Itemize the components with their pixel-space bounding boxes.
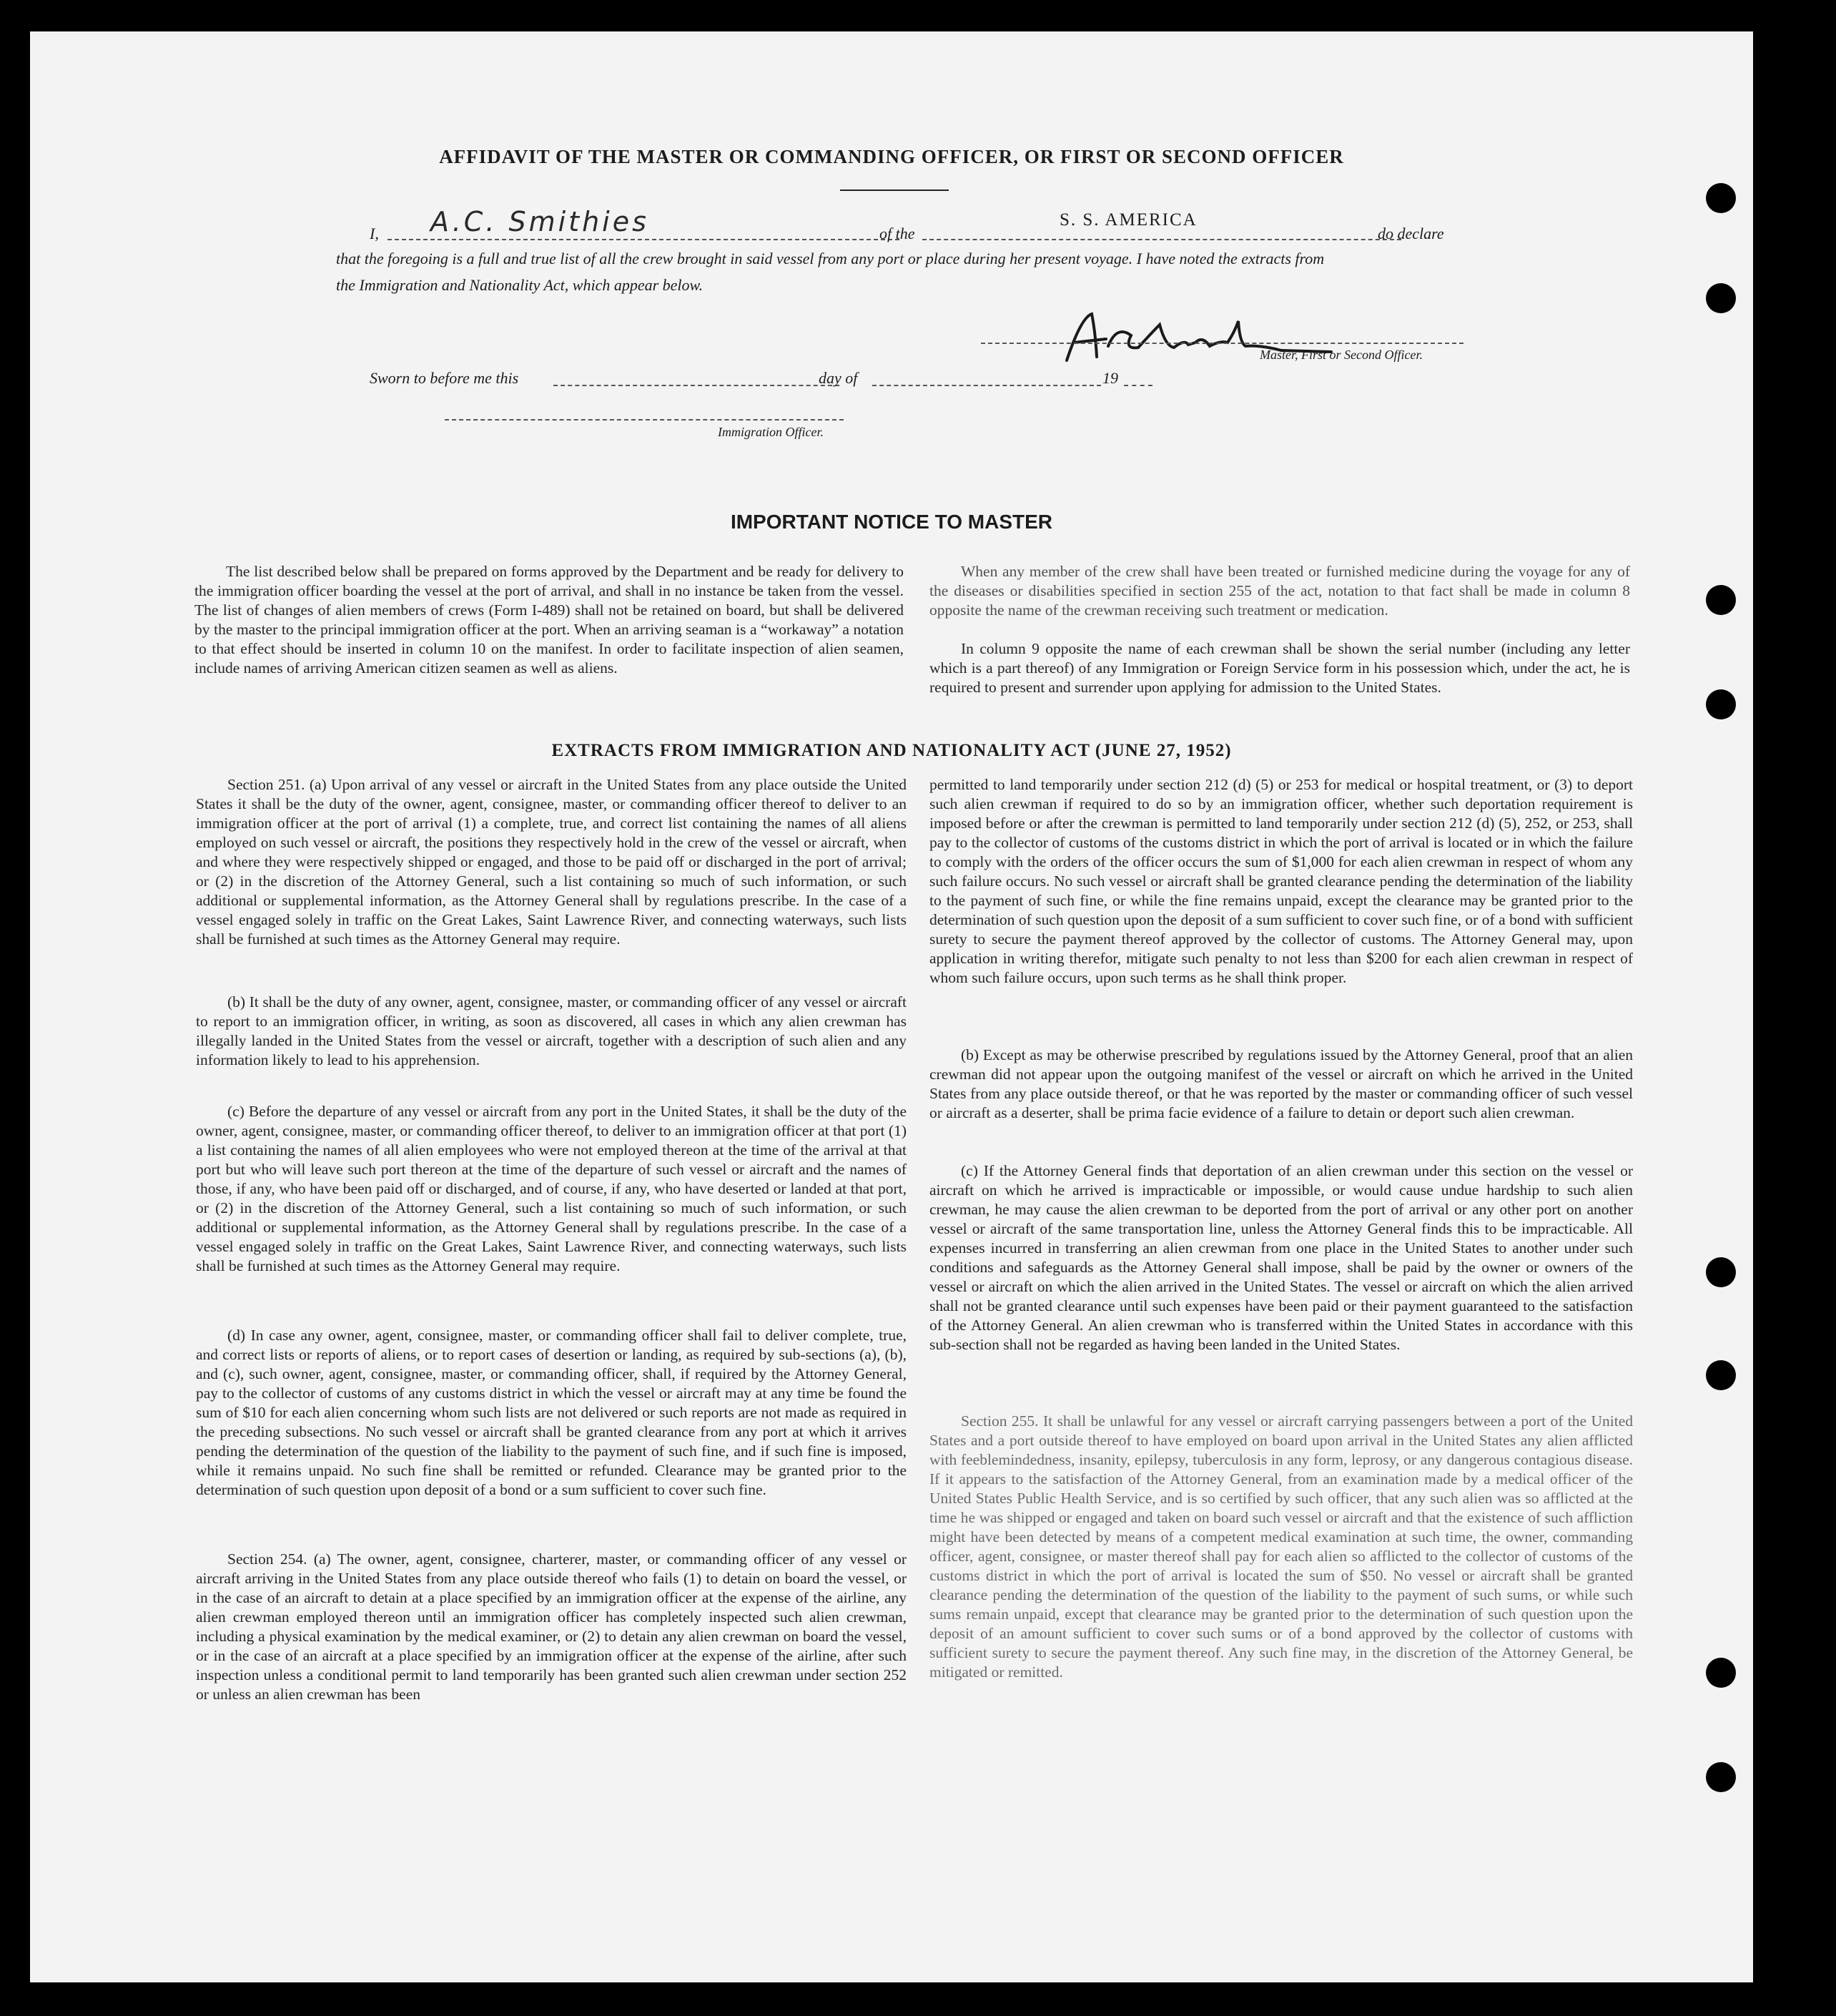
notice-right-paragraph-2: In column 9 opposite the name of each crewman shall be shown the serial number (including any letter which is a part thereof) of any Immigration or Foreign Service form in his possession which, under the act, he is required to present and surrender upon applying for admission to the United States. — [929, 640, 1630, 696]
vessel-name: S. S. AMERICA — [1060, 210, 1198, 230]
sworn-year-label: 19 — [1102, 369, 1118, 387]
punch-hole — [1706, 1762, 1736, 1792]
notice-left-paragraph: The list described below shall be prepared on forms approved by the Department and be ready for delivery to the immigration officer boarding the vessel at the port of arrival, and shall in no instance be taken from the vessel. The list of changes of alien members of crews (Form I-489) shall not be retained on board, but shall be delivered by the master to the principal immigration officer at the port. When an arriving seaman is a “workaway” a notation to that effect should be inserted in column 10 on the manifest. In order to facilitate inspection of alien seamen, include names of arriving American citizen seamen as well as aliens. — [194, 563, 904, 677]
affidavit-title: AFFIDAVIT OF THE MASTER OR COMMANDING OFFICER, OR FIRST OR SECOND OFFICER — [439, 146, 1344, 167]
section-254a-continued: permitted to land temporarily under section 212 (d) (5) or 253 for medical or hospital treatment, or (3) to deport such alien crewman if required to do so by an immigration officer, whether such deportation requirement is imposed before or after the crewman is permitted to land temporarily under section 212 (d) (5), 252, or 253, shall pay to the collector of customs of the customs district in which the port of arrival is located or in which the failure to comply with the orders of the officer occurs the sum of $1,000 for each alien crewman in respect of whom any such failure occurs. No such vessel or aircraft shall be granted clearance pending the determination of the liability to the payment of such fine, or while the fine remains unpaid, except the clearance may be granted prior to the determination of such question upon the deposit of a sum sufficient to cover such fine, or of a bond with sufficient surety to secure the payment thereof approved by the collector of customs. The Attorney General may, upon application in writing therefor, mitigate such penalty to not less than $200 for each alien crewman in respect of whom such failure occurs, upon such terms as he shall think proper. — [929, 776, 1633, 986]
section-254b: (b) Except as may be otherwise prescribed by regulations issued by the Attorney General, proof that an alien crewman did not appear upon the outgoing manifest of the vessel or aircraft on which he arrived in the United States from any place outside thereof, or that he was reported by the master or commanding officer of such vessel or aircraft as a deserter, shall be prima facie evidence of a failure to detain or deport such alien crewman. — [929, 1046, 1633, 1121]
signature-line — [981, 343, 1464, 344]
declaration-line-2: that the foregoing is a full and true list of all the crew brought in said vessel from any port or place during her present voyage. I have noted the extracts from — [336, 250, 1325, 267]
sworn-prefix: Sworn to before me this — [370, 369, 519, 387]
notice-right-paragraph-1: When any member of the crew shall have been treated or furnished medicine during the voyage for any of the diseases or disabilities specified in section 255 of the act, notation to that fact shall be made in column 8 opposite the name of the crewman receiving such treatment or medication. — [929, 563, 1630, 619]
signature-caption: Master, First or Second Officer. — [1260, 348, 1423, 362]
extracts-title: EXTRACTS FROM IMMIGRATION AND NATIONALITY ACT (JUNE 27, 1952) — [551, 741, 1232, 760]
punch-hole — [1706, 689, 1736, 719]
section-251c: (c) Before the departure of any vessel or aircraft from any port in the United States, it shall be the duty of the owner, agent, consignee, master, or commanding officer thereof, to deliver to an immigration officer at that port (1) a list containing the names of all alien employees who were not employed thereon at the time of the arrival at that port but who will leave such port thereon at the time of the departure of such vessel or aircraft and the names of those, if any, who have been paid off or discharged, and of course, if any, who have deserted or landed at that port, or (2) in the discretion of the Attorney General, such a list containing so much of such information, or such additional or supplemental information, as the Attorney General shall by regulations prescribe. In the case of a vessel engaged solely in traffic on the Great Lakes, Saint Lawrence River, and connecting waterways, such lists shall be furnished at such times as the Attorney General may require. — [196, 1103, 907, 1274]
line1-prefix: I, — [370, 225, 379, 242]
punch-hole — [1706, 183, 1736, 213]
immigration-officer-line — [445, 419, 844, 421]
sworn-year-line — [1124, 385, 1153, 386]
name-fill-line — [388, 239, 899, 240]
line1-suffix: do declare — [1378, 225, 1444, 242]
punch-hole — [1706, 1658, 1736, 1688]
sworn-month-line — [872, 385, 1101, 386]
section-254a: Section 254. (a) The owner, agent, consignee, charterer, master, or commanding officer of any vessel or aircraft arriving in the United States from any place outside thereof who fails (1) to detain on board the vessel, or in the case of an aircraft to detain at a place specified by an immigration officer at the expense of the airline, any alien crewman employed thereon until an immigration officer has completely inspected such alien crewman, including a physical examination by the medical examiner, or (2) to detain any alien crewman on board the vessel, or in the case of an aircraft at a place specified by an immigration officer at the expense of the airline, after such inspection unless a conditional permit to land temporarily has been granted such alien crewman under section 252 or unless an alien crewman has been — [196, 1550, 907, 1703]
declaration-line-3: the Immigration and Nationality Act, which appear below. — [336, 276, 704, 294]
document-page — [30, 31, 1753, 1982]
line1-mid: of the — [879, 225, 915, 242]
punch-hole — [1706, 1360, 1736, 1390]
section-251b: (b) It shall be the duty of any owner, agent, consignee, master, or commanding officer of any vessel or aircraft to report to an immigration officer, in writing, as soon as discovered, all cases in which any alien crewman has illegally landed in the United States from the vessel or aircraft, together with a description of such alien and any information likely to lead to his apprehension. — [196, 993, 907, 1068]
section-251a: Section 251. (a) Upon arrival of any vessel or aircraft in the United States from any place outside the United States it shall be the duty of the owner, agent, consignee, master, or commanding officer thereof to deliver to an immigration officer at the port of arrival (1) a complete, true, and correct list containing the names of all aliens employed on such vessel or aircraft, the positions they respectively hold in the crew of the vessel or aircraft, when and where they were respectively shipped or engaged, and those to be paid off or discharged in the port of arrival; or (2) in the discretion of the Attorney General, such a list containing so much of such information, or such additional or supplemental information, as the Attorney General shall by regulations prescribe. In the case of a vessel engaged solely in traffic on the Great Lakes, Saint Lawrence River, and connecting waterways, such lists shall be furnished at such times as the Attorney General may require. — [196, 776, 907, 948]
section-254c: (c) If the Attorney General finds that deportation of an alien crewman under this section on the vessel or aircraft on which he arrived is impracticable or impossible, or would cause undue hardship to such alien crewman, he may cause the alien crewman to be deported from the port of arrival or any other port on another vessel or aircraft of the same transportation line, unless the Attorney General finds this to be impracticable. All expenses incurred in transferring an alien crewman from one place in the United States to another under such conditions and safeguards as the Attorney General shall impose, shall be paid by the owner or owners of the vessel or aircraft on which the alien arrived in the United States. The vessel or aircraft on which the alien arrived shall not be granted clearance until such expenses have been paid or their payment guaranteed to the satisfaction of the Attorney General. An alien crewman who is transferred within the United States in accordance with this sub-section shall not be regarded as having been landed in the United States. — [929, 1162, 1633, 1353]
punch-hole — [1706, 1257, 1736, 1287]
handwritten-name: A.C. Smithies — [430, 206, 649, 237]
master-signature — [1052, 303, 1353, 375]
sworn-day-line — [553, 385, 839, 386]
immigration-caption: Immigration Officer. — [718, 425, 824, 439]
section-251d: (d) In case any owner, agent, consignee, master, or commanding officer shall fail to deliver complete, true, and correct lists or reports of aliens, or to report cases of desertion or landing, as required by sub-sections (a), (b), and (c), such owner, agent, consignee, master, or commanding officer, shall, if required by the Attorney General, pay to the collector of customs of any customs district in which the vessel or aircraft may at any time be found the sum of $10 for each alien concerning whom such lists are not delivered or such reports are not made as required in the preceding subsections. No such vessel or aircraft shall be granted clearance from any port at which it arrives pending the determination of the question of the liability to the payment of such fine, and if such fine is imposed, while it remains unpaid. No such fine shall be remitted or refunded. Clearance may be granted prior to the determination of such question upon deposit of a bond or a sum sufficient to cover such fine. — [196, 1327, 907, 1498]
notice-title: IMPORTANT NOTICE TO MASTER — [730, 511, 1053, 533]
title-rule — [840, 190, 949, 191]
section-255: Section 255. It shall be unlawful for any vessel or aircraft carrying passengers between a port of the United States and a port outside thereof to have employed on board upon arrival in the United States any alien afflicted with feeblemindedness, insanity, epilepsy, tuberculosis in any form, leprosy, or any dangerous contagious disease. If it appears to the satisfaction of the Attorney General, from an examination made by a medical officer of the United States Public Health Service, and is so certified by such officer, that any such alien was so afflicted at the time he was shipped or engaged and taken on board such vessel or aircraft and that the existence of such affliction might have been detected by means of a competent medical examination at such time, the owner, commanding officer, agent, consignee, or master thereof shall pay for each alien so afflicted to the collector of customs of the customs district in which the port of arrival is located the sum of $50. No vessel or aircraft shall be granted clearance pending the determination of the question of the liability to the payment of such sums, or while such sums remain unpaid, except that clearance may be granted prior to the determination of such question upon the deposit of an amount sufficient to cover such sums or of a bond approved by the collector of customs with sufficient surety to secure the payment thereof. Any such fine may, in the discretion of the Attorney General, be mitigated or remitted. — [929, 1412, 1633, 1681]
sworn-day-label: day of — [819, 369, 858, 387]
punch-hole — [1706, 283, 1736, 313]
vessel-fill-line — [922, 239, 1401, 240]
punch-hole — [1706, 585, 1736, 615]
